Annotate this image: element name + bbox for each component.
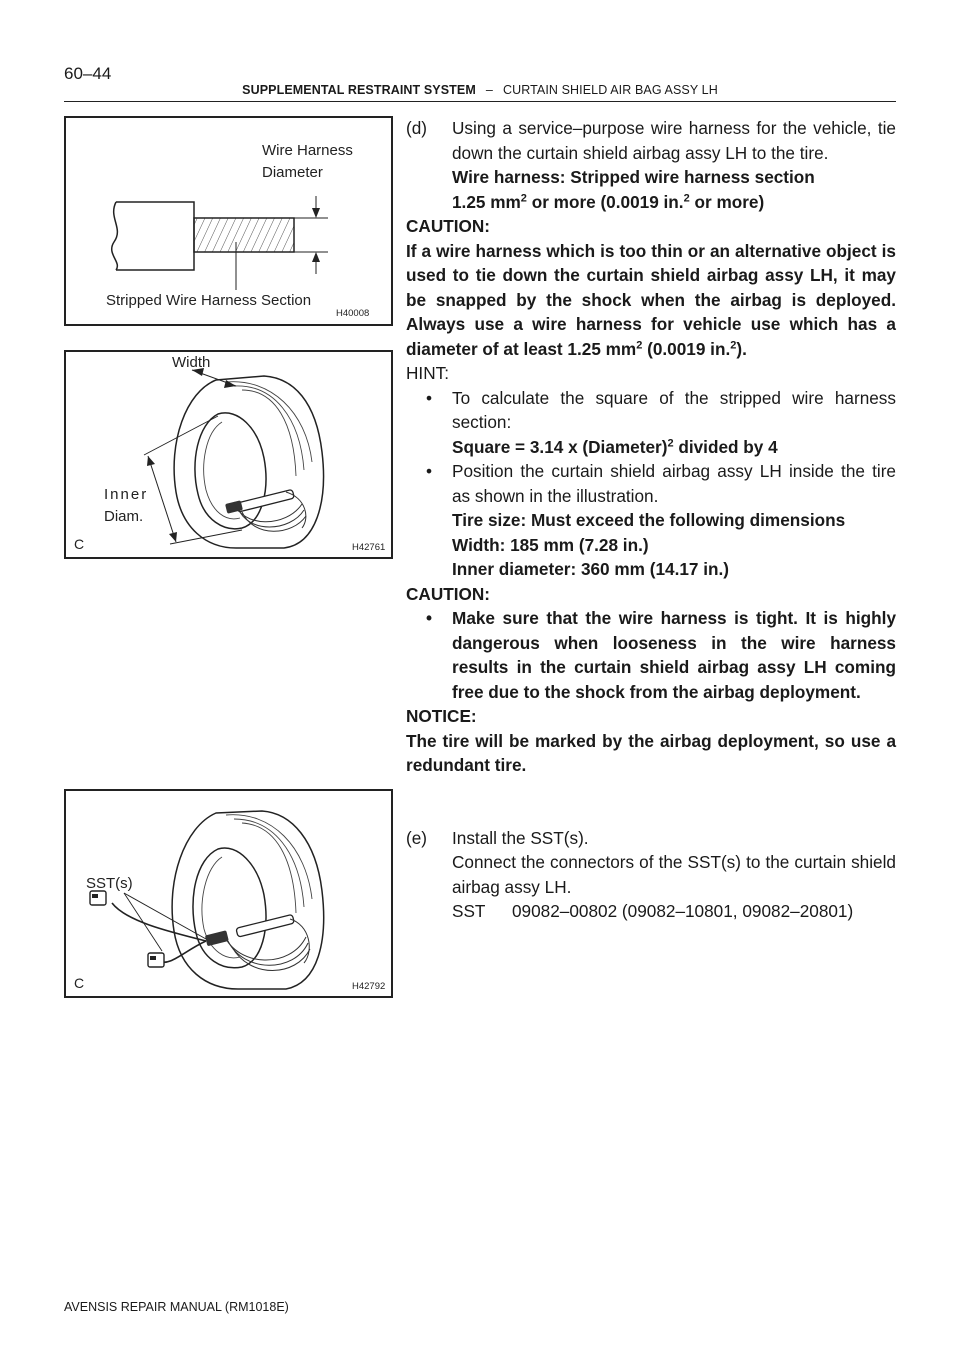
sst-connection-illustration: [66, 791, 391, 996]
label-sst: SST(s): [86, 875, 133, 892]
sst-line: SST 09082–00802 (09082–10801, 09082–20801): [452, 901, 854, 921]
bullet-icon: •: [426, 608, 433, 628]
label-diameter: Diameter: [262, 164, 323, 181]
figure-corner-mark: C: [74, 975, 85, 991]
label-inner: Inner: [104, 486, 149, 503]
step-d: (d) Using a service–purpose wire harness for the vehicle, tie down the curtain shield airbag assy LH to the tire.: [406, 118, 896, 163]
figure-corner-mark: C: [74, 536, 85, 552]
caution-title: CAUTION:: [406, 216, 491, 236]
label-stripped-section: Stripped Wire Harness Section: [106, 292, 312, 309]
figure-code: H40008: [336, 308, 370, 319]
tire-spec-line: Width: 185 mm (7.28 in.): [452, 534, 649, 555]
notice-title: NOTICE:: [406, 706, 477, 726]
figure-wire-harness: [64, 116, 393, 326]
notice-text: The tire will be marked by the airbag deployment, so use a redundant tire.: [406, 730, 896, 775]
header-rule: [64, 101, 896, 102]
label-diam: Diam.: [104, 508, 144, 525]
header-separator: –: [485, 83, 493, 97]
bullet-icon: •: [426, 461, 433, 481]
tire-spec-line: Tire size: Must exceed the following dimensions: [452, 510, 846, 530]
hint-title: HINT:: [406, 363, 449, 383]
header-subsection: CURTAIN SHIELD AIR BAG ASSY LH: [502, 83, 718, 97]
figure-code: H42792: [352, 981, 386, 992]
figure-code: H42761: [352, 542, 386, 553]
caution-text: If a wire harness which is too thin or an alternative object is used to tie down the curtain shield airbag assy LH, it may be snapped by the shock when the airbag is deployed. Always use a wire harness for vehicle use which has a diameter of at least 1.25 $mm^2$ (0.0019 in.$^2$).: [406, 240, 896, 359]
step-e-detail: Connect the connectors of the SST(s) to the curtain shield airbag assy LH.: [452, 852, 896, 897]
page-number: 60–44: [64, 64, 112, 83]
instruction-text: [406, 116, 896, 924]
formula: Square = 3.14 x (Diameter)$^2$ divided by 4: [452, 436, 778, 457]
bullet-icon: •: [426, 387, 433, 408]
page-header: [64, 83, 896, 97]
hint-item: • Position the curtain shield airbag assy LH inside the tire as shown in the illustration.: [426, 461, 896, 506]
footer-manual: AVENSIS REPAIR MANUAL (RM1018E): [64, 1300, 289, 1314]
step-e: (e) Install the SST(s).: [406, 827, 589, 848]
caution-title: CAUTION:: [406, 583, 491, 604]
figure-tire-dimensions: [64, 350, 393, 559]
wire-spec-line-2: 1.25 $mm^2$ or more (0.0019 in.$^2$ or more): [452, 191, 765, 212]
tire-dimensions-illustration: [66, 352, 391, 557]
caution-item: • Make sure that the wire harness is tight. It is highly dangerous when looseness in the wire harness results in the curtain shield airbag assy LH coming free due to the shock from the airbag deployment.: [426, 608, 896, 702]
hint-item: • To calculate the square of the stripped wire harness section:: [426, 387, 896, 432]
label-width: Width: [172, 354, 211, 371]
label-wire-harness: Wire Harness: [262, 142, 353, 159]
wire-spec-line-1: Wire harness: Stripped wire harness section: [452, 167, 815, 187]
header-section: SUPPLEMENTAL RESTRAINT SYSTEM: [242, 83, 476, 97]
tire-spec-line: Inner diameter: 360 mm (14.17 in.): [452, 559, 730, 579]
figure-sst-connection: [64, 789, 393, 998]
